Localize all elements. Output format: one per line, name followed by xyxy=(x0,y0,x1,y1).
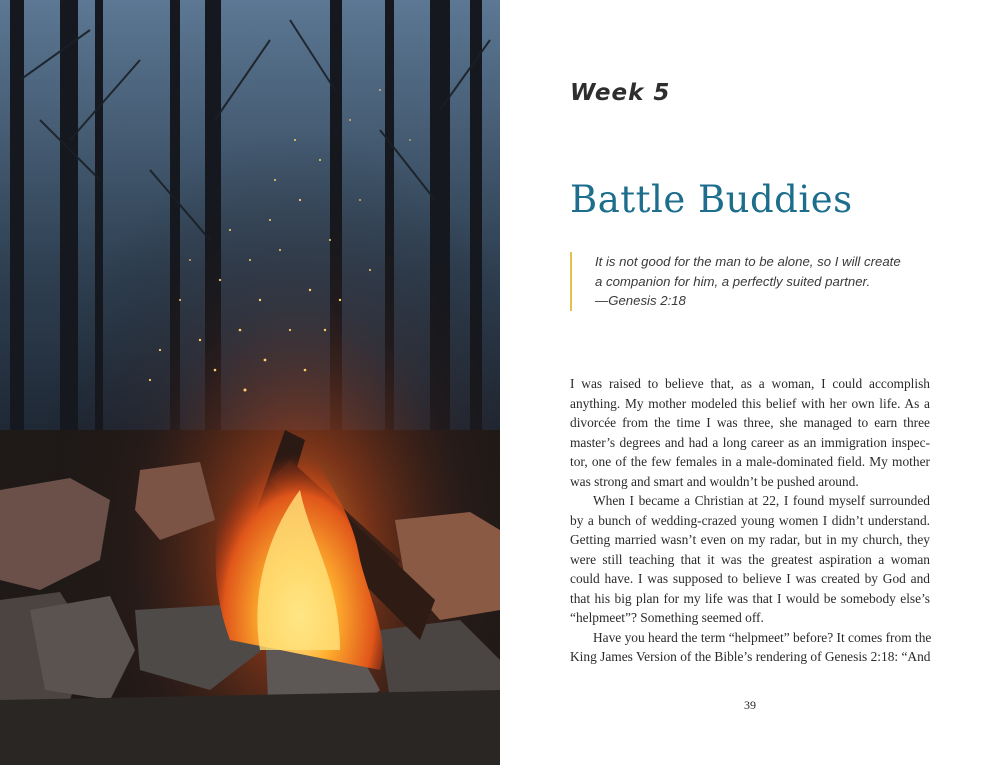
body-line: “helpmeet”? Something seemed off. xyxy=(570,610,764,625)
epigraph-line: a companion for him, a perfectly suited partner. xyxy=(595,273,871,289)
body-line: I was raised to believe that, as a woman, I could accomplish xyxy=(570,376,930,391)
body-line: could have. I was supposed to believe I was created by God and xyxy=(570,571,930,586)
body-text xyxy=(570,374,930,667)
body-line: by a bunch of wedding-crazed young women I didn’t understand. xyxy=(570,512,930,528)
body-line: anything. My mother modeled this belief with her own life. As a xyxy=(570,395,930,411)
body-line: were still teaching that it was the greatest aspiration a woman xyxy=(570,551,930,567)
body-line: divorcée from the time I was three, she managed to earn three xyxy=(570,415,930,430)
page-number: 39 xyxy=(744,698,756,712)
epigraph-citation: —Genesis 2:18 xyxy=(595,293,686,308)
body-line: tor, one of the few females in a male-dominated field. My mother xyxy=(570,454,930,469)
body-line: Getting married wasn’t even on my radar, but in my church, they xyxy=(570,532,930,547)
epigraph-line: It is not good for the man to be alone, so I will create xyxy=(595,254,901,269)
body-line: was strong and smart and wouldn’t be pushed around. xyxy=(570,473,859,489)
body-line: master’s degrees and had a long career as an immigration inspec- xyxy=(570,434,930,450)
body-line: King James Version of the Bible’s rendering of Genesis 2:18: “And xyxy=(570,649,931,664)
text-page xyxy=(500,0,1000,765)
body-line: that his big plan for my life was that I would be somebody else’s xyxy=(570,590,930,606)
body-line: Have you heard the term “helpmeet” before? It comes from the xyxy=(593,629,932,645)
body-line: When I became a Christian at 22, I found myself surrounded xyxy=(593,493,930,508)
chapter-title: Battle Buddies xyxy=(570,178,853,221)
week-label: Week 5 xyxy=(570,80,671,106)
epigraph xyxy=(570,252,935,311)
